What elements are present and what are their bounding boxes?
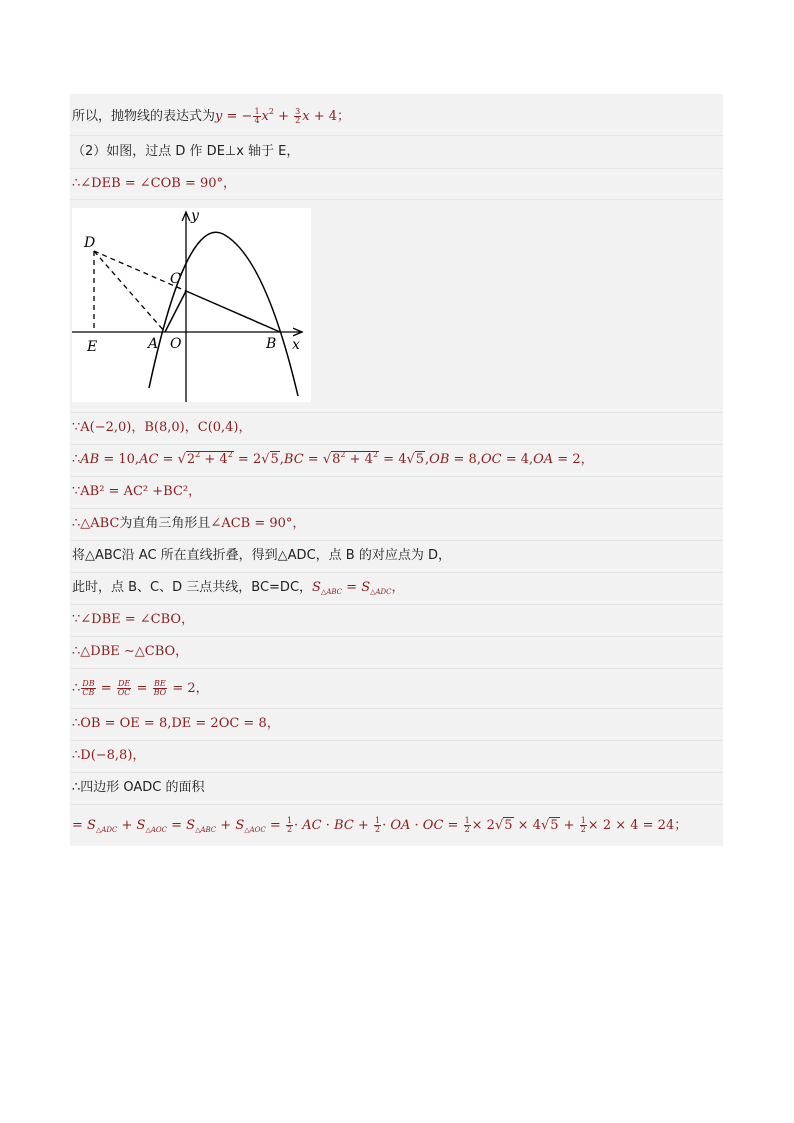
label-O: O bbox=[170, 336, 182, 352]
line-similar: ∴△DBE ∼△CBO， bbox=[72, 644, 189, 659]
line7-math: ∴△ABC bbox=[72, 516, 120, 531]
label-C: C bbox=[170, 271, 181, 287]
parabola-formula: y = − $\frac{1}{4}$ $x^2$ + $\frac{3}{2}$ x + 4； bbox=[215, 107, 351, 125]
area-equality: $S_{\triangle ABC} = S_{\triangle ADC}$， bbox=[312, 580, 405, 596]
line-angle-equality: ∴∠DEB = ∠COB = 90°， bbox=[72, 176, 237, 191]
segment-CB bbox=[186, 291, 280, 332]
row-separator bbox=[70, 740, 723, 741]
figure-svg bbox=[72, 208, 311, 402]
line-right-triangle bbox=[72, 509, 305, 539]
row-separator bbox=[70, 199, 723, 200]
line-area-calc: = $S_{\triangle ADC} + S_{\triangle AOC} = S_{\triangle ABC} + S_{\triangle AOC}$ = $\frac{1}{2}$ · AC · BC + $\frac{1}{2}$ · OA · OC = $\frac{1}{2}$ × 2√5 × 4√5 + $\frac{1}{2}$ × 2 × 4 = 24； bbox=[72, 816, 688, 834]
line9-prefix: 此时，点 B、C、D 三点共线，BC=DC， bbox=[72, 580, 313, 595]
line-construction bbox=[72, 137, 299, 167]
line-ratio: ∴ $\frac{DB}{CB}$ = $\frac{DE}{OC}$ = $\frac{BE}{BO}$ = 2， bbox=[72, 679, 209, 697]
row-separator bbox=[70, 135, 723, 136]
line-coordinates: ∵A(−2,0)，B(8,0)，C(0,4)， bbox=[72, 420, 252, 435]
line-fold: 将△ABC沿 AC 所在直线折叠，得到△ADC，点 B 的对应点为 D， bbox=[72, 548, 451, 563]
label-A: A bbox=[148, 336, 159, 352]
label-D: D bbox=[84, 235, 96, 251]
label-x: x bbox=[292, 337, 300, 353]
geometry-figure bbox=[72, 208, 311, 402]
line7-tail: ∠ACB = 90°， bbox=[210, 516, 306, 531]
line-pythagoras: ∵AB² = AC² +BC²， bbox=[72, 484, 202, 499]
line7-cn: 为直角三角形且 bbox=[119, 516, 211, 531]
line-angle-dbe: ∵∠DBE = ∠CBO， bbox=[72, 612, 195, 627]
segment-DA bbox=[94, 251, 165, 332]
label-B: B bbox=[266, 336, 277, 352]
line-quad-area: ∴四边形 OADC 的面积 bbox=[72, 780, 205, 795]
line-collinear bbox=[72, 573, 405, 603]
line1-prefix: 所以，抛物线的表达式为 bbox=[72, 109, 216, 124]
line-ob-oe: ∴OB = OE = 8,DE = 2OC = 8， bbox=[72, 716, 280, 731]
label-E: E bbox=[87, 339, 98, 355]
line2-text: （2）如图，过点 D 作 DE⊥x 轴于 E， bbox=[72, 144, 300, 159]
line-d-coord: ∴D(−8,8)， bbox=[72, 748, 146, 763]
row-separator bbox=[70, 668, 723, 669]
line-parabola-expression bbox=[72, 102, 350, 132]
row-separator bbox=[70, 804, 723, 805]
parabola-curve bbox=[149, 232, 298, 396]
label-y: y bbox=[191, 208, 199, 224]
line-lengths: ∴AB = $10,AC = √2^2 + 4^2 = 2√5,BC = √8^2 + 4^2 = 4√5,OB = 8,OC = 4,OA = 2$， bbox=[72, 450, 594, 467]
